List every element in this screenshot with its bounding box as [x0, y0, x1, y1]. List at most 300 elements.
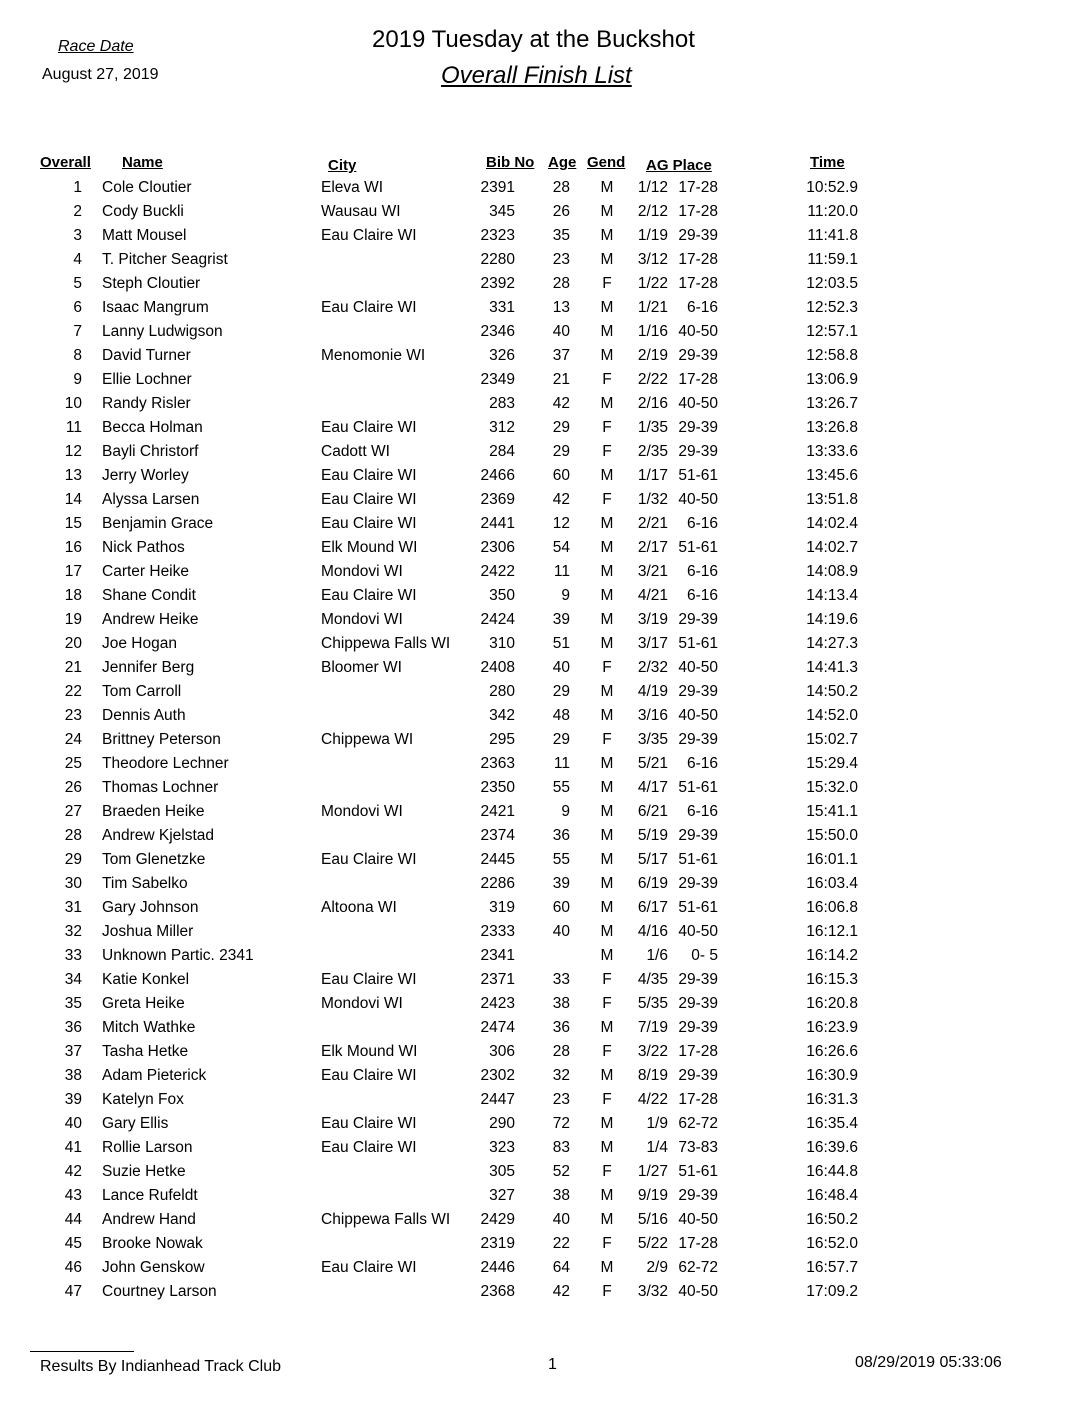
overall-place: 44	[64, 1211, 82, 1228]
table-row	[0, 299, 1088, 323]
runner-name: Lanny Ludwigson	[102, 323, 223, 340]
gender: M	[600, 635, 614, 652]
finish-time: 14:02.4	[806, 515, 858, 532]
finish-time: 15:29.4	[806, 755, 858, 772]
ag-place: 5/35	[637, 995, 668, 1012]
age: 26	[552, 203, 570, 220]
gender: M	[600, 923, 614, 940]
age: 83	[552, 1139, 570, 1156]
age-group: 40-50	[678, 323, 718, 340]
finish-time: 17:09.2	[806, 1283, 858, 1300]
age: 54	[552, 539, 570, 556]
table-row	[0, 179, 1088, 203]
ag-place: 7/19	[637, 1019, 668, 1036]
overall-place: 6	[73, 299, 82, 316]
runner-name: Becca Holman	[102, 419, 203, 436]
age-group: 17-28	[678, 179, 718, 196]
table-row	[0, 731, 1088, 755]
runner-name: Shane Condit	[102, 587, 196, 604]
page-subtitle: Overall Finish List	[441, 62, 632, 89]
table-row	[0, 491, 1088, 515]
runner-name: Nick Pathos	[102, 539, 185, 556]
table-row	[0, 203, 1088, 227]
table-row	[0, 899, 1088, 923]
overall-place: 41	[64, 1139, 82, 1156]
age-group: 40-50	[678, 395, 718, 412]
age-group: 6-16	[686, 755, 718, 772]
column-header-city: City	[328, 157, 357, 174]
finish-time: 16:23.9	[806, 1019, 858, 1036]
bib-number: 284	[489, 443, 515, 460]
age: 37	[552, 347, 570, 364]
runner-name: Theodore Lechner	[102, 755, 229, 772]
overall-place: 14	[64, 491, 82, 508]
overall-place: 8	[73, 347, 82, 364]
overall-place: 5	[73, 275, 82, 292]
table-row	[0, 1043, 1088, 1067]
bib-number: 2302	[480, 1067, 515, 1084]
overall-place: 35	[64, 995, 82, 1012]
ag-place: 4/16	[637, 923, 668, 940]
finish-time: 11:59.1	[807, 251, 858, 268]
runner-city: Eau Claire WI	[321, 227, 417, 244]
age-group: 17-28	[678, 203, 718, 220]
runner-city: Eau Claire WI	[321, 587, 417, 604]
age-group: 17-28	[678, 1043, 718, 1060]
bib-number: 312	[489, 419, 515, 436]
table-row	[0, 1139, 1088, 1163]
ag-place: 3/17	[637, 635, 668, 652]
finish-time: 10:52.9	[806, 179, 858, 196]
finish-time: 14:50.2	[806, 683, 858, 700]
ag-place: 5/19	[637, 827, 668, 844]
bib-number: 280	[489, 683, 515, 700]
runner-city: Cadott WI	[321, 443, 390, 460]
bib-number: 2346	[480, 323, 515, 340]
column-header-name: Name	[122, 154, 163, 171]
ag-place: 5/17	[637, 851, 668, 868]
bib-number: 331	[489, 299, 515, 316]
ag-place: 3/21	[637, 563, 668, 580]
table-row	[0, 515, 1088, 539]
runner-name: Courtney Larson	[102, 1283, 217, 1300]
gender: M	[600, 755, 614, 772]
gender: F	[602, 1283, 612, 1300]
runner-city: Wausau WI	[321, 203, 401, 220]
age: 40	[552, 659, 570, 676]
runner-name: Cody Buckli	[102, 203, 184, 220]
gender: M	[600, 851, 614, 868]
ag-place: 2/17	[637, 539, 668, 556]
age-group: 6-16	[686, 587, 718, 604]
table-row	[0, 443, 1088, 467]
age-group: 40-50	[678, 659, 718, 676]
age-group: 40-50	[678, 1283, 718, 1300]
age: 29	[552, 443, 570, 460]
gender: M	[600, 251, 614, 268]
finish-time: 16:31.3	[806, 1091, 858, 1108]
runner-name: Katie Konkel	[102, 971, 190, 988]
gender: M	[600, 1187, 614, 1204]
ag-place: 3/32	[637, 1283, 668, 1300]
table-row	[0, 611, 1088, 635]
age: 29	[552, 683, 570, 700]
bib-number: 2349	[480, 371, 515, 388]
ag-place: 6/21	[637, 803, 668, 820]
age: 32	[552, 1067, 570, 1084]
runner-name: Mitch Wathke	[102, 1019, 196, 1036]
column-header-time: Time	[810, 154, 845, 171]
overall-place: 24	[64, 731, 82, 748]
gender: M	[600, 179, 614, 196]
table-row	[0, 875, 1088, 899]
age: 38	[552, 995, 570, 1012]
bib-number: 2350	[480, 779, 515, 796]
age-group: 29-39	[678, 731, 718, 748]
race-date-label: Race Date	[58, 38, 134, 55]
gender: M	[600, 395, 614, 412]
runner-city: Mondovi WI	[321, 611, 403, 628]
age: 39	[552, 611, 570, 628]
age: 29	[552, 419, 570, 436]
finish-time: 14:27.3	[806, 635, 858, 652]
runner-name: Cole Cloutier	[102, 179, 192, 196]
gender: F	[602, 491, 612, 508]
bib-number: 350	[489, 587, 515, 604]
finish-time: 16:44.8	[806, 1163, 858, 1180]
table-row	[0, 635, 1088, 659]
age-group: 29-39	[678, 827, 718, 844]
runner-name: Suzie Hetke	[102, 1163, 186, 1180]
overall-place: 28	[64, 827, 82, 844]
age-group: 51-61	[678, 899, 718, 916]
table-row	[0, 419, 1088, 443]
table-row	[0, 371, 1088, 395]
ag-place: 2/32	[637, 659, 668, 676]
runner-name: Braeden Heike	[102, 803, 205, 820]
finish-time: 13:26.8	[806, 419, 858, 436]
age: 42	[552, 491, 570, 508]
ag-place: 1/32	[637, 491, 668, 508]
bib-number: 2408	[480, 659, 515, 676]
footer-rule	[30, 1351, 134, 1352]
runner-name: Gary Ellis	[102, 1115, 169, 1132]
overall-place: 1	[73, 179, 82, 196]
age: 23	[552, 1091, 570, 1108]
runner-city: Elk Mound WI	[321, 539, 418, 556]
age: 28	[552, 179, 570, 196]
age: 55	[552, 851, 570, 868]
gender: M	[600, 587, 614, 604]
runner-city: Eau Claire WI	[321, 1139, 417, 1156]
gender: F	[602, 1163, 612, 1180]
age-group: 6-16	[686, 515, 718, 532]
runner-name: Tasha Hetke	[102, 1043, 189, 1060]
runner-name: Matt Mousel	[102, 227, 187, 244]
age: 40	[552, 923, 570, 940]
bib-number: 2474	[480, 1019, 515, 1036]
finish-time: 14:19.6	[806, 611, 858, 628]
runner-city: Chippewa WI	[321, 731, 414, 748]
bib-number: 283	[489, 395, 515, 412]
page-number: 1	[548, 1356, 557, 1373]
gender: M	[600, 467, 614, 484]
finish-time: 16:15.3	[806, 971, 858, 988]
bib-number: 2323	[480, 227, 515, 244]
ag-place: 1/12	[637, 179, 668, 196]
runner-city: Eau Claire WI	[321, 419, 417, 436]
runner-name: Andrew Heike	[102, 611, 199, 628]
runner-name: Steph Cloutier	[102, 275, 201, 292]
overall-place: 36	[64, 1019, 82, 1036]
finish-time: 15:41.1	[806, 803, 858, 820]
column-header-bib: Bib No	[486, 154, 535, 171]
overall-place: 21	[64, 659, 82, 676]
age: 55	[552, 779, 570, 796]
age-group: 40-50	[678, 707, 718, 724]
table-row	[0, 827, 1088, 851]
table-row	[0, 563, 1088, 587]
footer-credit: Results By Indianhead Track Club	[40, 1358, 282, 1375]
age: 40	[552, 323, 570, 340]
finish-time: 14:02.7	[806, 539, 858, 556]
gender: M	[600, 227, 614, 244]
runner-name: Isaac Mangrum	[102, 299, 209, 316]
finish-time: 12:03.5	[806, 275, 858, 292]
gender: F	[602, 443, 612, 460]
bib-number: 2429	[480, 1211, 515, 1228]
age-group: 29-39	[678, 1067, 718, 1084]
runner-city: Bloomer WI	[321, 659, 402, 676]
runner-name: Andrew Kjelstad	[102, 827, 215, 844]
age: 33	[552, 971, 570, 988]
column-header-gend: Gend	[587, 154, 626, 171]
age-group: 51-61	[678, 467, 718, 484]
ag-place: 3/12	[637, 251, 668, 268]
finish-time: 16:12.1	[806, 923, 858, 940]
bib-number: 305	[489, 1163, 515, 1180]
gender: M	[600, 1139, 614, 1156]
age-group: 6-16	[686, 803, 718, 820]
bib-number: 306	[489, 1043, 515, 1060]
runner-name: Tim Sabelko	[102, 875, 188, 892]
runner-city: Menomonie WI	[321, 347, 426, 364]
runner-name: Ellie Lochner	[102, 371, 192, 388]
table-row	[0, 683, 1088, 707]
bib-number: 327	[489, 1187, 515, 1204]
table-row	[0, 755, 1088, 779]
finish-time: 12:52.3	[806, 299, 858, 316]
gender: M	[600, 779, 614, 796]
age: 42	[552, 395, 570, 412]
age: 35	[552, 227, 570, 244]
runner-name: Adam Pieterick	[102, 1067, 207, 1084]
gender: M	[600, 827, 614, 844]
ag-place: 3/22	[637, 1043, 668, 1060]
bib-number: 2333	[480, 923, 515, 940]
age-group: 29-39	[678, 443, 718, 460]
finish-time: 11:41.8	[807, 227, 858, 244]
ag-place: 1/16	[637, 323, 668, 340]
age: 23	[552, 251, 570, 268]
finish-time: 16:30.9	[806, 1067, 858, 1084]
bib-number: 2423	[480, 995, 515, 1012]
bib-number: 2446	[480, 1259, 515, 1276]
table-row	[0, 1259, 1088, 1283]
runner-city: Eau Claire WI	[321, 299, 417, 316]
age: 9	[561, 803, 570, 820]
age-group: 29-39	[678, 611, 718, 628]
finish-time: 16:01.1	[806, 851, 858, 868]
finish-time: 16:48.4	[806, 1187, 858, 1204]
overall-place: 16	[64, 539, 82, 556]
age: 60	[552, 899, 570, 916]
bib-number: 2374	[480, 827, 515, 844]
age-group: 40-50	[678, 923, 718, 940]
runner-name: Joshua Miller	[102, 923, 194, 940]
age-group: 29-39	[678, 1019, 718, 1036]
finish-time: 14:08.9	[806, 563, 858, 580]
bib-number: 2392	[480, 275, 515, 292]
table-row	[0, 347, 1088, 371]
bib-number: 342	[489, 707, 515, 724]
finish-time: 14:13.4	[806, 587, 858, 604]
overall-place: 11	[65, 419, 82, 436]
gender: F	[602, 1091, 612, 1108]
bib-number: 326	[489, 347, 515, 364]
overall-place: 10	[64, 395, 82, 412]
finish-time: 16:52.0	[806, 1235, 858, 1252]
bib-number: 2319	[480, 1235, 515, 1252]
age: 60	[552, 467, 570, 484]
age-group: 29-39	[678, 347, 718, 364]
gender: M	[600, 1019, 614, 1036]
table-row	[0, 251, 1088, 275]
age: 12	[552, 515, 570, 532]
table-row	[0, 227, 1088, 251]
ag-place: 3/16	[637, 707, 668, 724]
finish-time: 13:33.6	[806, 443, 858, 460]
overall-place: 47	[64, 1283, 82, 1300]
runner-name: David Turner	[102, 347, 191, 364]
table-row	[0, 1115, 1088, 1139]
finish-time: 12:58.8	[806, 347, 858, 364]
table-row	[0, 1163, 1088, 1187]
gender: F	[602, 371, 612, 388]
runner-name: John Genskow	[102, 1259, 205, 1276]
runner-city: Eau Claire WI	[321, 1115, 417, 1132]
age-group: 40-50	[678, 491, 718, 508]
runner-name: Dennis Auth	[102, 707, 186, 724]
table-row	[0, 323, 1088, 347]
age: 29	[552, 731, 570, 748]
age-group: 29-39	[678, 1187, 718, 1204]
table-row	[0, 1283, 1088, 1307]
runner-name: Rollie Larson	[102, 1139, 193, 1156]
runner-name: Randy Risler	[102, 395, 191, 412]
bib-number: 345	[489, 203, 515, 220]
bib-number: 2306	[480, 539, 515, 556]
overall-place: 18	[64, 587, 82, 604]
runner-city: Eau Claire WI	[321, 971, 417, 988]
overall-place: 31	[64, 899, 82, 916]
ag-place: 4/19	[637, 683, 668, 700]
ag-place: 2/35	[637, 443, 668, 460]
table-row	[0, 587, 1088, 611]
gender: F	[602, 419, 612, 436]
table-row	[0, 1187, 1088, 1211]
bib-number: 2369	[480, 491, 515, 508]
ag-place: 4/22	[637, 1091, 668, 1108]
overall-place: 42	[64, 1163, 82, 1180]
gender: F	[602, 1043, 612, 1060]
runner-city: Chippewa Falls WI	[321, 635, 451, 652]
age-group: 17-28	[678, 1235, 718, 1252]
runner-city: Eau Claire WI	[321, 467, 417, 484]
runner-name: Tom Glenetzke	[102, 851, 206, 868]
age: 42	[552, 1283, 570, 1300]
overall-place: 17	[64, 563, 82, 580]
age: 21	[552, 371, 570, 388]
table-row	[0, 947, 1088, 971]
gender: M	[600, 299, 614, 316]
finish-time: 16:14.2	[806, 947, 858, 964]
finish-time: 14:41.3	[806, 659, 858, 676]
bib-number: 295	[489, 731, 515, 748]
ag-place: 2/19	[637, 347, 668, 364]
ag-place: 1/35	[637, 419, 668, 436]
overall-place: 22	[64, 683, 82, 700]
age: 36	[552, 827, 570, 844]
ag-place: 1/21	[637, 299, 668, 316]
gender: M	[600, 539, 614, 556]
table-row	[0, 923, 1088, 947]
overall-place: 13	[64, 467, 82, 484]
print-timestamp: 08/29/2019 05:33:06	[855, 1354, 1002, 1371]
age-group: 51-61	[678, 635, 718, 652]
table-row	[0, 851, 1088, 875]
finish-time: 13:06.9	[806, 371, 858, 388]
bib-number: 2371	[480, 971, 515, 988]
table-row	[0, 971, 1088, 995]
overall-place: 30	[64, 875, 82, 892]
table-row	[0, 779, 1088, 803]
finish-time: 15:32.0	[806, 779, 858, 796]
age-group: 51-61	[678, 779, 718, 796]
finish-time: 16:06.8	[806, 899, 858, 916]
finish-time: 11:20.0	[807, 203, 858, 220]
age-group: 17-28	[678, 275, 718, 292]
gender: M	[600, 875, 614, 892]
age-group: 40-50	[678, 1211, 718, 1228]
age-group: 17-28	[678, 371, 718, 388]
runner-city: Eau Claire WI	[321, 515, 417, 532]
age: 28	[552, 1043, 570, 1060]
age-group: 29-39	[678, 683, 718, 700]
runner-name: Jerry Worley	[102, 467, 189, 484]
runner-name: T. Pitcher Seagrist	[102, 251, 228, 268]
runner-name: Thomas Lochner	[102, 779, 219, 796]
age: 72	[552, 1115, 570, 1132]
gender: M	[600, 1115, 614, 1132]
bib-number: 2424	[480, 611, 515, 628]
column-header-age: Age	[548, 154, 577, 171]
gender: F	[602, 275, 612, 292]
title-text: 2019 Tuesday at the Buckshot	[372, 26, 695, 53]
age-group: 51-61	[678, 851, 718, 868]
age: 13	[552, 299, 570, 316]
bib-number: 2391	[480, 179, 515, 196]
